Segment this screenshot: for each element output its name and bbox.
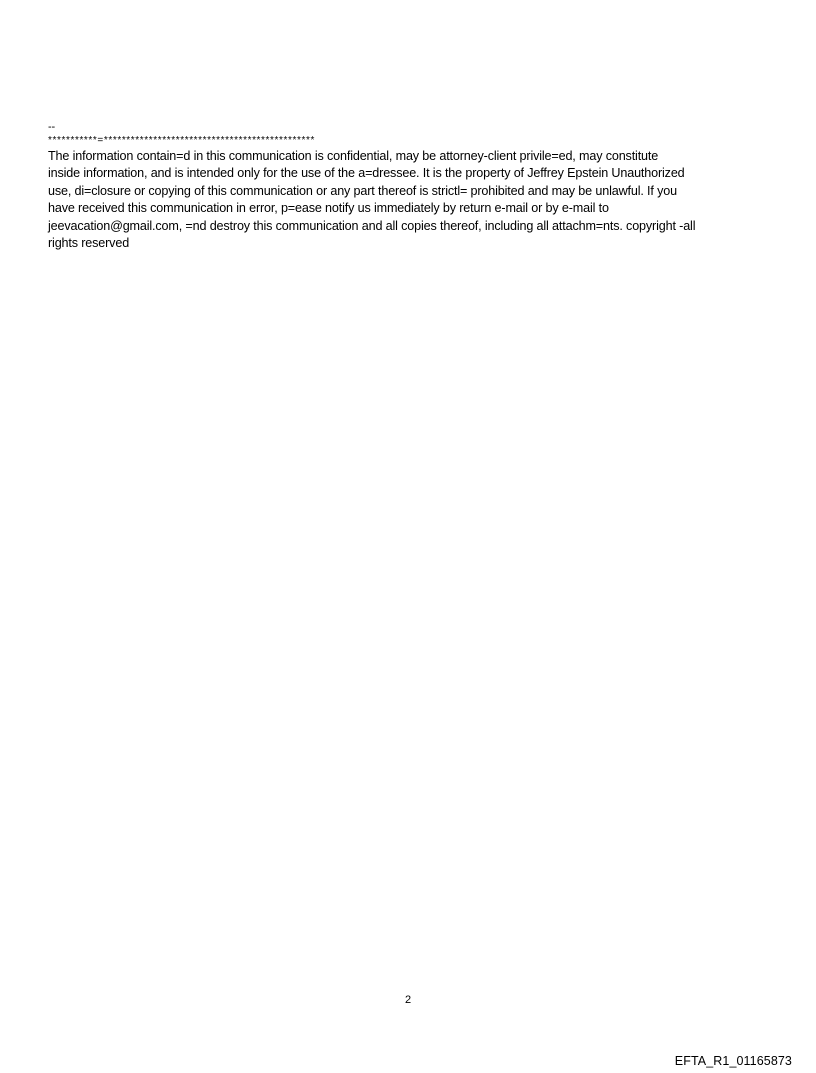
page-number: 2 [404,994,412,1006]
signature-separator: -- [48,121,56,133]
asterisk-divider: ***********=*********************************************** [48,135,315,146]
disclaimer-line: use, di=closure or copying of this communication or any part thereof is strictl= prohibited and may be unlawful. If you [48,183,677,198]
disclaimer-line: The information contain=d in this communication is confidential, may be attorney-client privile=ed, may constitute [48,149,659,163]
bates-number: EFTA_R1_01165873 [674,1054,792,1068]
disclaimer-line: rights reserved [48,236,130,251]
disclaimer-line: jeevacation@gmail.com, =nd destroy this communication and all copies thereof, including all attachm=nts. copyright -all [48,218,696,233]
email-disclaimer-block [48,121,778,252]
disclaimer-line: inside information, and is intended only for the use of the a=dressee. It is the property of Jeffrey Epstein Unauthorized [48,166,685,181]
disclaimer-line: have received this communication in error, p=ease notify us immediately by return e-mail or by e-mail to [48,201,609,216]
